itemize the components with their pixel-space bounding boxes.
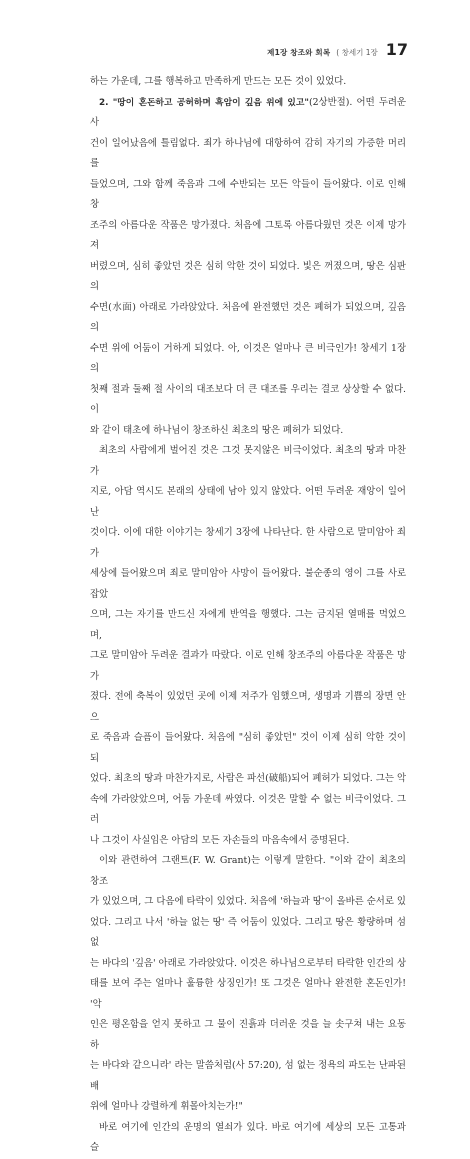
text-line: 조주의 아름다운 작품은 망가졌다. 처음에 그토록 아름다웠던 것은 이제 망가져 (90, 219, 406, 251)
text-line: 었다. 최초의 땅과 마찬가지로, 사람은 파선(破船)되어 폐허가 되었다. 그는 악 (90, 773, 406, 784)
text-line: 그로 말미암아 두려운 결과가 따랐다. 이로 인해 창조주의 아름다운 작품은 망가 (90, 650, 406, 682)
text-line: 최초의 사람에게 벌어진 것은 그것 못지않은 비극이었다. 최초의 땅과 마찬가 (90, 445, 406, 477)
text-line: 졌다. 전에 축복이 있었던 곳에 이제 저주가 임했으며, 생명과 기쁨의 장면 안으 (90, 691, 406, 723)
book-reference: ( 창세기 1장 (336, 48, 378, 57)
running-header (267, 40, 408, 59)
chapter-title: 제1장 창조와 회복 (267, 48, 331, 57)
text-line: 었다. 그리고 나서 '하늘 없는 땅' 즉 어둠이 있었다. 그리고 땅은 황량하며 섬 없 (90, 916, 406, 948)
text-line: 바로 여기에 인간의 운명의 열쇠가 있다. 바로 여기에 세상의 모든 고통과 슬 (90, 1121, 406, 1153)
text-line: 인은 평온함을 얻지 못하고 그 물이 진흙과 더러운 것을 늘 솟구쳐 내는 요동하 (90, 1019, 406, 1051)
text-line: 수면 위에 어둠이 거하게 되었다. 아, 이것은 얼마나 큰 비극인가! 창세기 1장의 (90, 342, 406, 374)
text-line: 나 그것이 사실임은 아담의 모든 자손들의 마음속에서 증명된다. (90, 834, 350, 846)
text-line: 위에 얼마나 강렬하게 휘몰아치는가!" (90, 1101, 243, 1112)
text-line: 지로, 아담 역시도 본래의 상태에 남아 있지 않았다. 어떤 두려운 재앙이 일어난 (90, 486, 406, 518)
text-line: 것이다. 이에 대한 이야기는 창세기 3장에 나타난다. 한 사람으로 말미암아 죄가 (90, 527, 406, 559)
text-line: 세상에 들어왔으며 죄로 말미암아 사망이 들어왔다. 불순종의 영이 그를 사로잡았 (90, 568, 406, 600)
section-heading-suffix: (2상반절). 어떤 두려운 사 (90, 96, 407, 128)
section-heading: 2. "땅이 혼돈하고 공허하며 흑암이 깊음 위에 있고" (99, 97, 309, 108)
text-line: 태를 보여 주는 얼마나 훌륭한 상징인가! 또 그것은 얼마나 완전한 혼돈인가! '악 (90, 978, 406, 1010)
text-line: 가 있었으며, 그 다음에 타락이 있었다. 처음에 '하늘과 땅'이 올바른 순서로 있 (90, 896, 406, 907)
text-line: 속에 가라앉았으며, 어둠 가운데 싸였다. 이것은 말할 수 없는 비극이었다. 그러 (90, 793, 406, 825)
page-number: 17 (385, 40, 408, 59)
text-line: 버렸으며, 심히 좋았던 것은 심히 악한 것이 되었다. 빛은 꺼졌으며, 땅은 심판의 (90, 260, 406, 292)
text-line: 는 바다와 같으니라' 라는 말씀처럼(사 57:20), 섬 없는 정욕의 파도는 난파된 배 (90, 1060, 406, 1092)
text-line: 으며, 그는 자기를 만드신 자에게 반역을 행했다. 그는 금지된 열매를 먹었으며, (90, 609, 406, 641)
text-line: 들었으며, 그와 함께 죽음과 그에 수반되는 모든 악들이 들어왔다. 이로 인해 창 (90, 178, 406, 210)
body-text (90, 72, 406, 1159)
section-heading-line (90, 93, 406, 134)
text-line: 하는 가운데, 그를 행복하고 만족하게 만드는 모든 것이 있었다. (90, 76, 347, 87)
text-line: 는 바다의 '깊음' 아래로 가라앉았다. 이것은 하나님으로부터 타락한 인간의 상 (90, 957, 406, 969)
text-line: 와 같이 태초에 하나님이 창조하신 최초의 땅은 폐허가 되었다. (90, 424, 344, 436)
text-line: 로 죽음과 슬픔이 들어왔다. 처음에 "심히 좋았던" 것이 이제 심히 악한 것이 되 (90, 732, 406, 764)
text-line: 수면(水面) 아래로 가라앉았다. 처음에 완전했던 것은 폐허가 되었으며, 깊음의 (90, 301, 406, 333)
text-line: 첫째 절과 둘째 절 사이의 대조보다 더 큰 대조를 우리는 결코 상상할 수 없다. 이 (90, 383, 406, 415)
text-line: 건이 일어났음에 틀림없다. 죄가 하나님에 대항하여 감히 자기의 가증한 머리를 (90, 137, 406, 169)
text-line: 이와 관련하여 그랜트(F. W. Grant)는 이렇게 말한다. "이와 같이 최초의 창조 (90, 855, 406, 887)
